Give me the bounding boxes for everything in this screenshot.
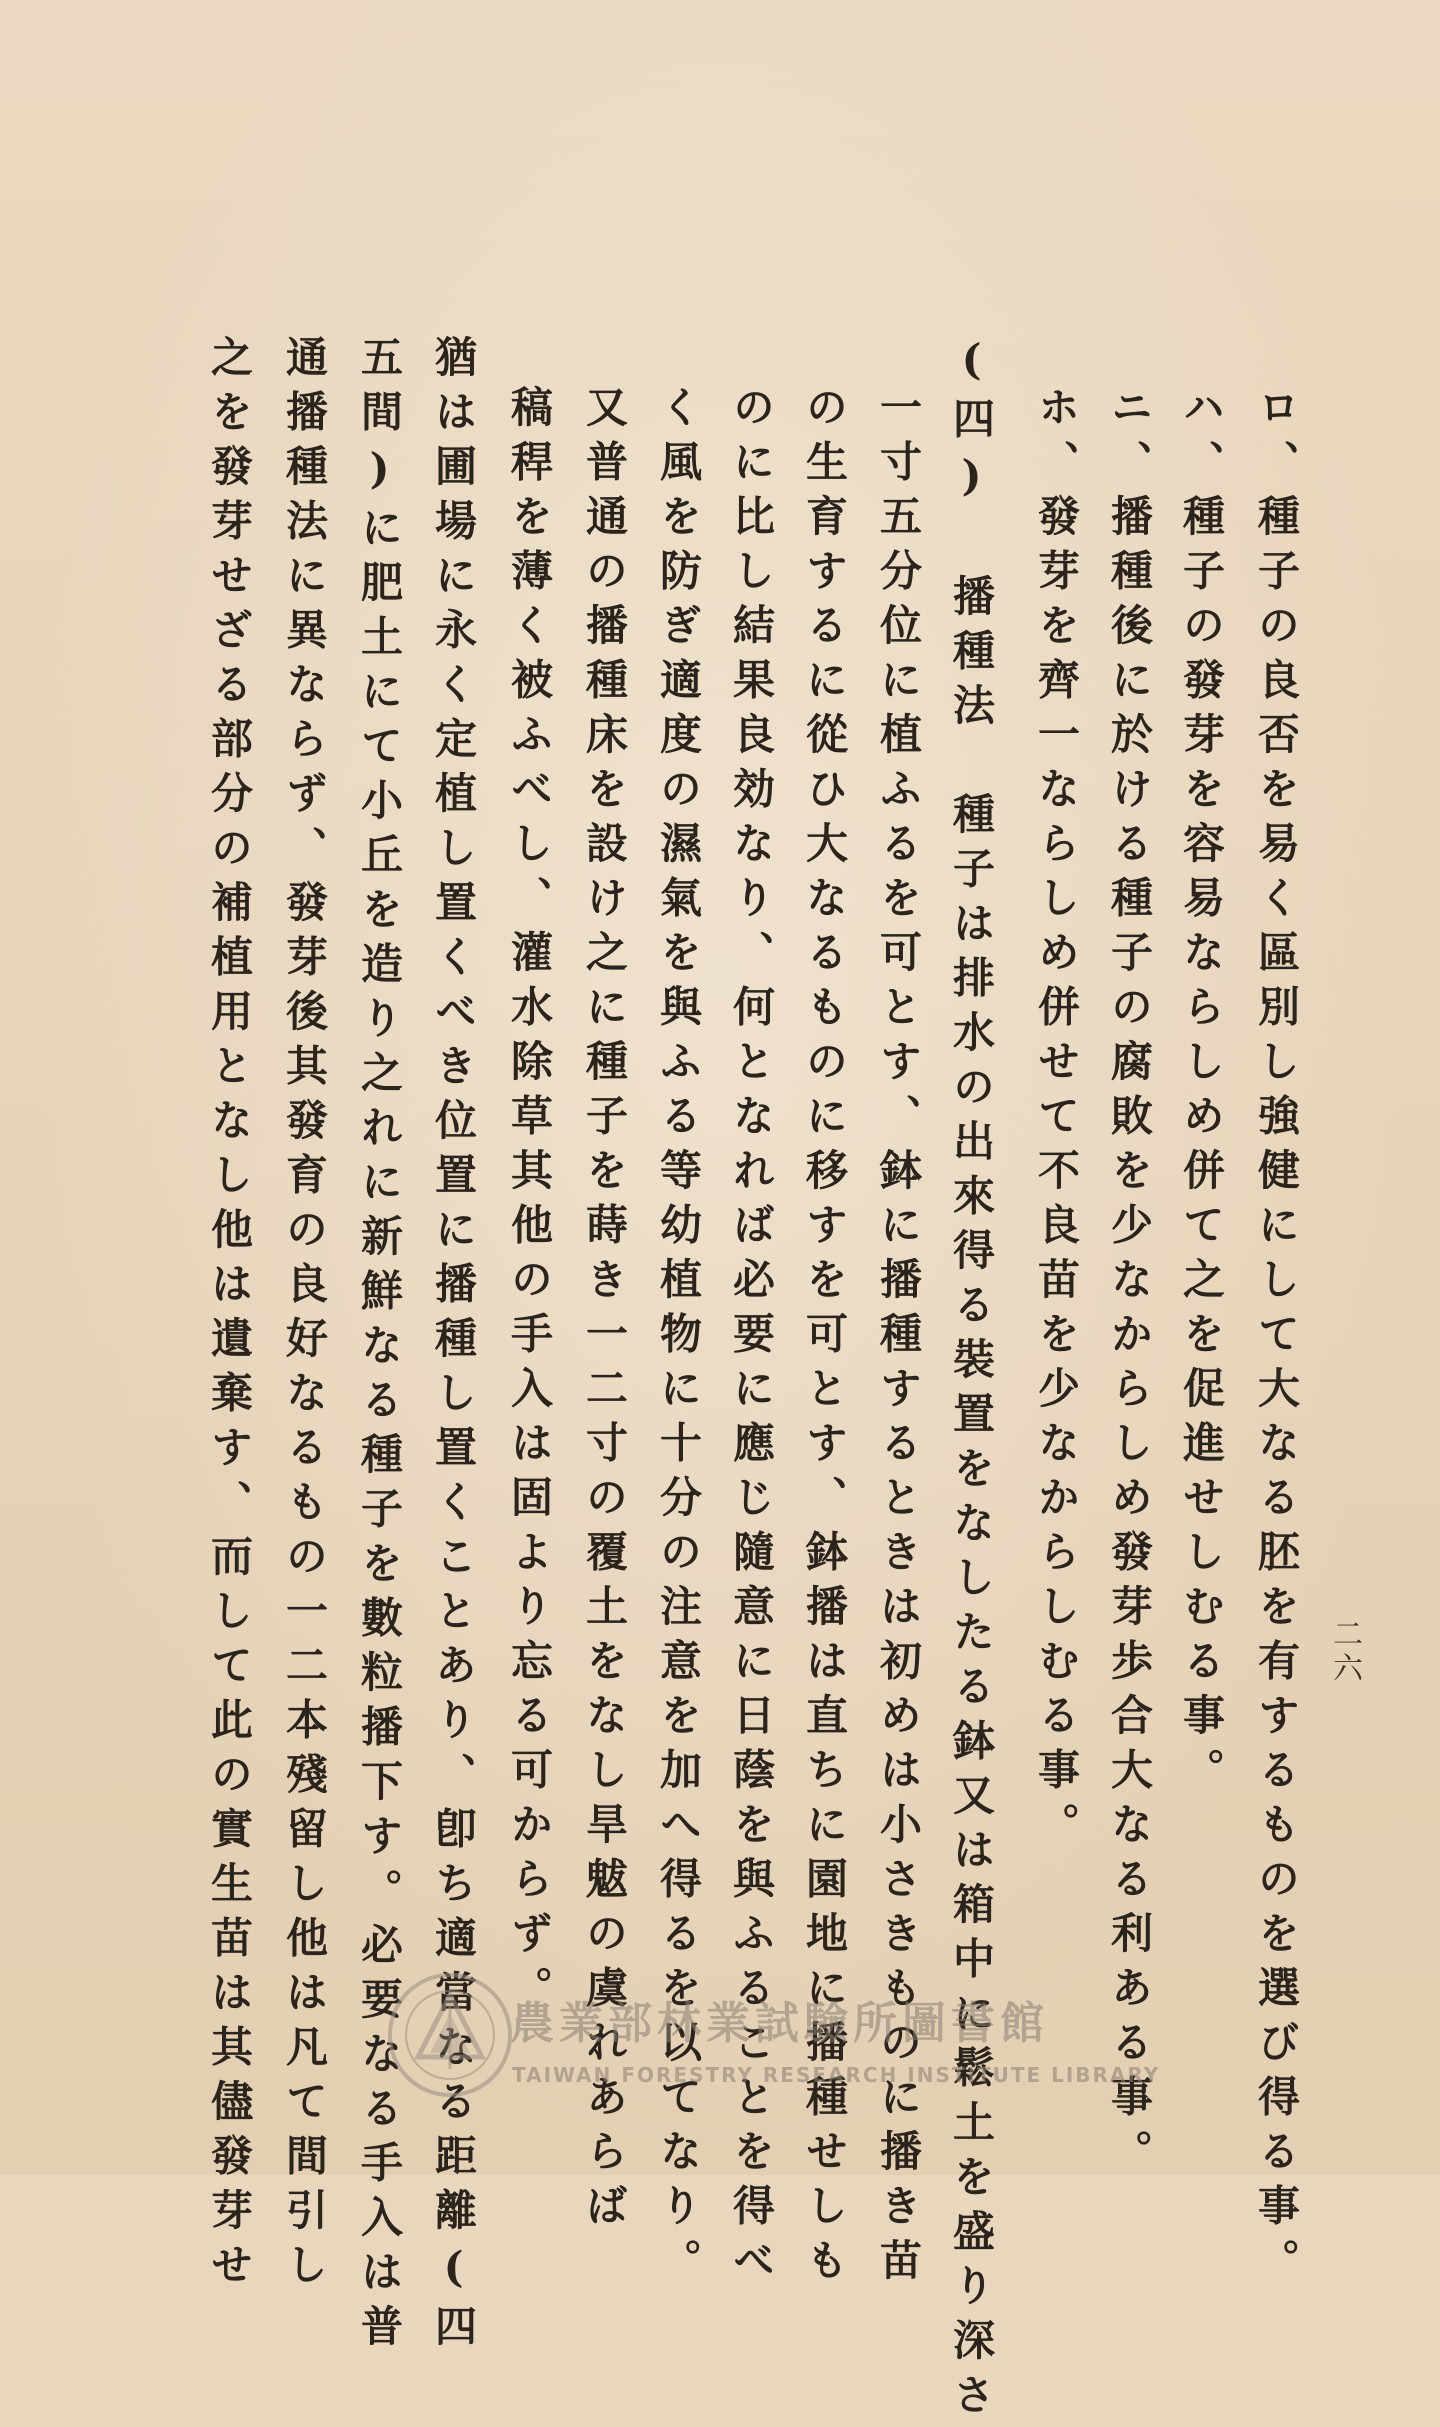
text-column-6: 一寸五分位に植ふるを可とす、鉢に播種するときは初めは小さきものに播き苗 xyxy=(874,385,923,2293)
text-column-1: ロ、種子の良否を易く區別し強健にして大なる胚を有するものを選び得る事。 xyxy=(1252,385,1301,2293)
text-column-4: ホ、發芽を齊一ならしめ併せて不良苗を少なからしむる事。 xyxy=(1032,385,1081,1857)
text-column-2: ハ、種子の發芽を容易ならしめ併て之を促進せしむる事。 xyxy=(1177,385,1226,1802)
page-number: 二六 xyxy=(1327,1618,1362,1686)
text-column-11: 稿稈を薄く被ふべし、灌水除草其他の手入は固より忘る可からず。 xyxy=(505,385,554,2020)
text-column-3: ニ、播種後に於ける種子の腐敗を少なからしめ發芽歩合大なる利ある事。 xyxy=(1105,385,1154,2184)
watermark-name-en: TAIWAN FORESTRY RESEARCH INSTITUTE LIBRARY xyxy=(512,2063,1161,2087)
text-column-5: (四) 播種法 種子は排水の出來得る裝置をなしたる鉢又は箱中に鬆土を盛り深さ xyxy=(947,335,996,2427)
text-column-9: く風を防ぎ適度の濕氣を與ふる等幼植物に十分の注意を加へ得るを以てなり。 xyxy=(654,385,703,2293)
text-column-10: 又普通の播種床を設け之に種子を蒔き一二寸の覆土をなし旱魃の虞れあらば xyxy=(580,385,629,2238)
text-column-15: 之を發芽せざる部分の補植用となし他は遺棄す、而して此の實生苗は其儘發芽せ xyxy=(205,335,254,2297)
library-seal-icon xyxy=(380,1965,520,2105)
text-column-13: 五間)に肥土にて小丘を造り之れに新鮮なる種子を數粒播下す。必要なる手入は普 xyxy=(355,335,404,2359)
text-column-8: のに比し結果良効なり、何となれば必要に應じ隨意に日蔭を與ふることを得べ xyxy=(727,385,776,2293)
watermark-name-cn: 農業部林業試驗所圖書館 xyxy=(510,1998,1049,2049)
text-column-12: 猶は圃場に永く定植し置くべき位置に播種し置くことあり、卽ち適當なる距離(四 xyxy=(429,335,478,2359)
text-column-7: の生育するに從ひ大なるものに移すを可とす、鉢播は直ちに園地に播種せしも xyxy=(800,385,849,2293)
library-watermark xyxy=(380,1965,1161,2115)
text-column-14: 通播種法に異ならず、發芽後其發育の良好なるもの一二本殘留し他は凡て間引し xyxy=(280,335,329,2297)
